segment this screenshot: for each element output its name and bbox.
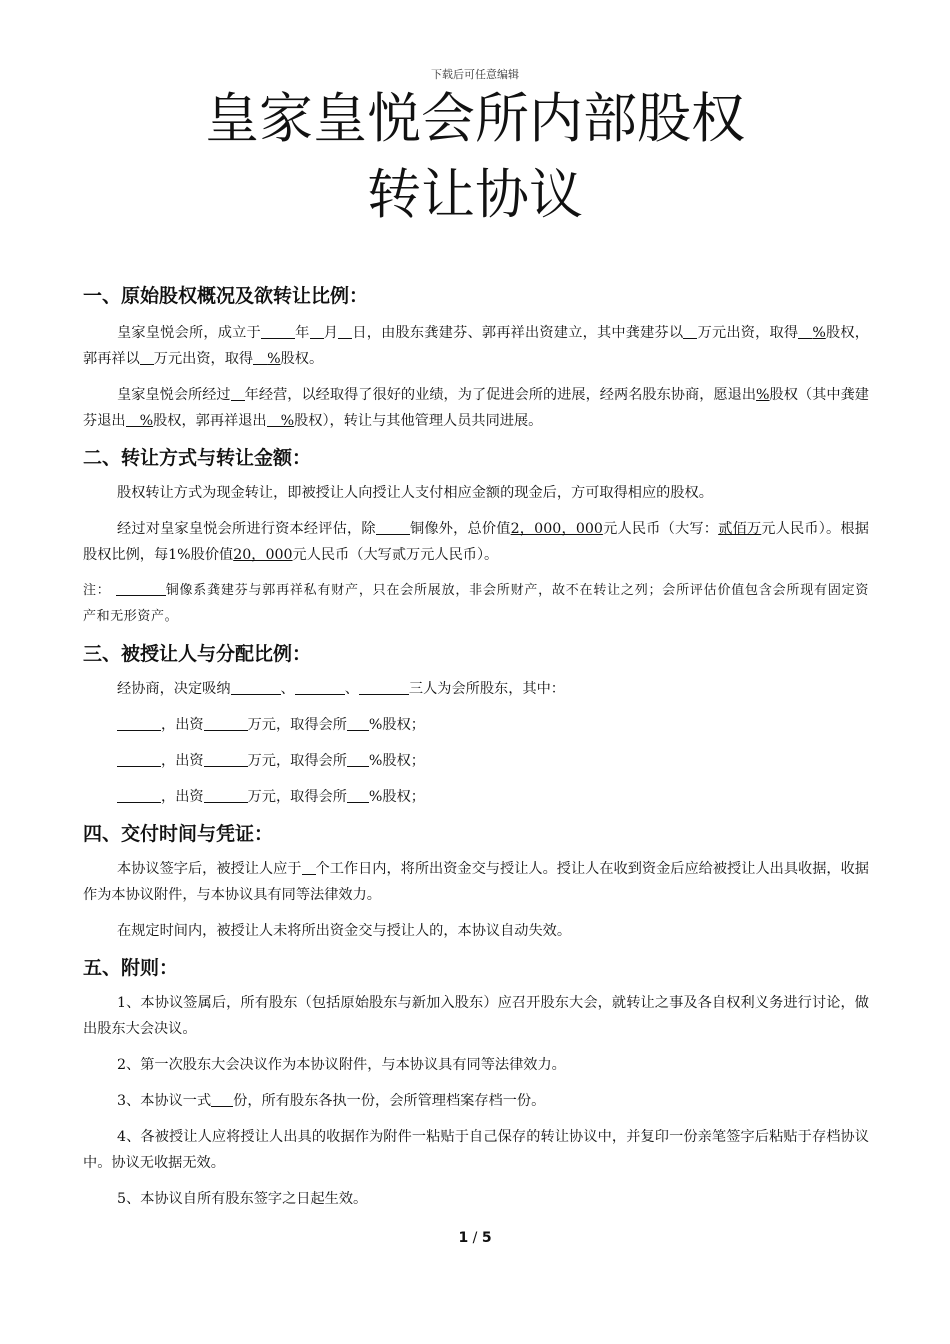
section-3-allocation-line: ，出资 万元，取得会所 %股权； (83, 712, 869, 738)
section-1-paragraph-2: 皇家皇悦会所经过 年经营，以经取得了很好的业绩，为了促进会所的进展，经两名股东协商，愿退出%股权（其中龚建芬退出 %股权，郭再祥退出 %股权），转让与其他管理人员共同进展。 (83, 382, 869, 434)
appendix-item-2: 2、第一次股东大会决议作为本协议附件，与本协议具有同等法律效力。 (117, 1057, 566, 1073)
blank-percent (126, 410, 140, 427)
blank-copies (211, 1090, 233, 1107)
blank-name (117, 714, 161, 731)
section-3-allocation-line: ，出资 万元，取得会所 %股权； (83, 748, 869, 774)
total-value-uppercase: 贰佰万 (718, 521, 762, 537)
document-title-line2: 转让协议 (367, 163, 583, 226)
section-3-heading: 三、被授让人与分配比例： (83, 643, 312, 665)
section-3-intro: 经协商，决定吸纳 、 、 三人为会所股东，其中： (83, 676, 869, 702)
blank-amount (140, 348, 154, 365)
section-1-heading: 一、原始股权概况及欲转让比例： (83, 285, 369, 307)
section-1-paragraph-1: 皇家皇悦会所，成立于 年 月 日，由股东龚建芬、郭再祥出资建立，其中龚建芬以 万元出资，取得 %股权，郭再祥以 万元出资，取得 %股权。 (83, 320, 869, 372)
blank-year (261, 322, 295, 339)
header-note: 下载后可任意编辑 (431, 68, 519, 81)
section-3-allocation-line: ，出资 万元，取得会所 %股权； (83, 784, 869, 810)
blank-name (359, 678, 409, 695)
section-4-heading: 四、交付时间与凭证： (83, 823, 274, 845)
blank-days (302, 858, 316, 875)
appendix-item-4: 4、各被授让人应将授让人出具的收据作为附件一粘贴于自己保存的转让协议中，并复印一份亲笔签字后粘贴于存档协议中。协议无收据无效。 (83, 1129, 869, 1171)
blank-name (231, 678, 281, 695)
blank-statue-note (116, 579, 166, 596)
blank-percent (347, 714, 369, 731)
blank-percent (253, 348, 267, 365)
blank-amount (204, 714, 248, 731)
blank-name (117, 786, 161, 803)
section-2-heading: 二、转让方式与转让金额： (83, 447, 312, 469)
blank-amount (204, 750, 248, 767)
document-title-line1: 皇家皇悦会所内部股权 (205, 87, 745, 150)
blank-percent (347, 750, 369, 767)
section-4-paragraph-1: 本协议签字后，被授让人应于 个工作日内，将所出资金交与授让人。授让人在收到资金后应给被授让人出具收据，收据作为本协议附件，与本协议具有同等法律效力。 (83, 856, 869, 908)
blank-years (231, 384, 245, 401)
blank-name (295, 678, 345, 695)
blank-day (338, 322, 352, 339)
blank-name (117, 750, 161, 767)
document-body (83, 280, 869, 1212)
section-2-note: 注： 铜像系龚建芬与郭再祥私有财产，只在会所展放，非会所财产，故不在转让之列；会所评估价值包含会所现有固定资产和无形资产。 (83, 578, 869, 630)
blank-month (310, 322, 324, 339)
appendix-item-3: 3、本协议一式 份，所有股东各执一份，会所管理档案存档一份。 (83, 1088, 869, 1114)
section-2-paragraph-2: 经过对皇家皇悦会所进行资本经评估，除 铜像外，总价值2，000，000元人民币（大写：贰佰万元人民币）。根据股权比例，每1%股价值20，000元人民币（大写贰万元人民币）。 (83, 516, 869, 568)
section-2-paragraph-1: 股权转让方式为现金转让，即被授让人向授让人支付相应金额的现金后，方可取得相应的股权。 (117, 485, 713, 501)
blank-amount (204, 786, 248, 803)
appendix-item-5: 5、本协议自所有股东签字之日起生效。 (117, 1191, 368, 1207)
blank-percent (267, 410, 281, 427)
blank-percent (798, 322, 812, 339)
section-5-heading: 五、附则： (83, 957, 179, 979)
per-percent-value: 20，000 (233, 547, 293, 563)
blank-percent (347, 786, 369, 803)
section-4-paragraph-2: 在规定时间内，被授让人未将所出资金交与授让人的，本协议自动失效。 (117, 923, 572, 939)
appendix-item-1: 1、本协议签属后，所有股东（包括原始股东与新加入股东）应召开股东大会，就转让之事及各自权利义务进行讨论，做出股东大会决议。 (83, 995, 869, 1037)
page-number: 1 / 5 (458, 1230, 492, 1246)
total-value: 2，000，000 (510, 521, 603, 537)
blank-amount (683, 322, 697, 339)
blank-statue (376, 518, 410, 535)
